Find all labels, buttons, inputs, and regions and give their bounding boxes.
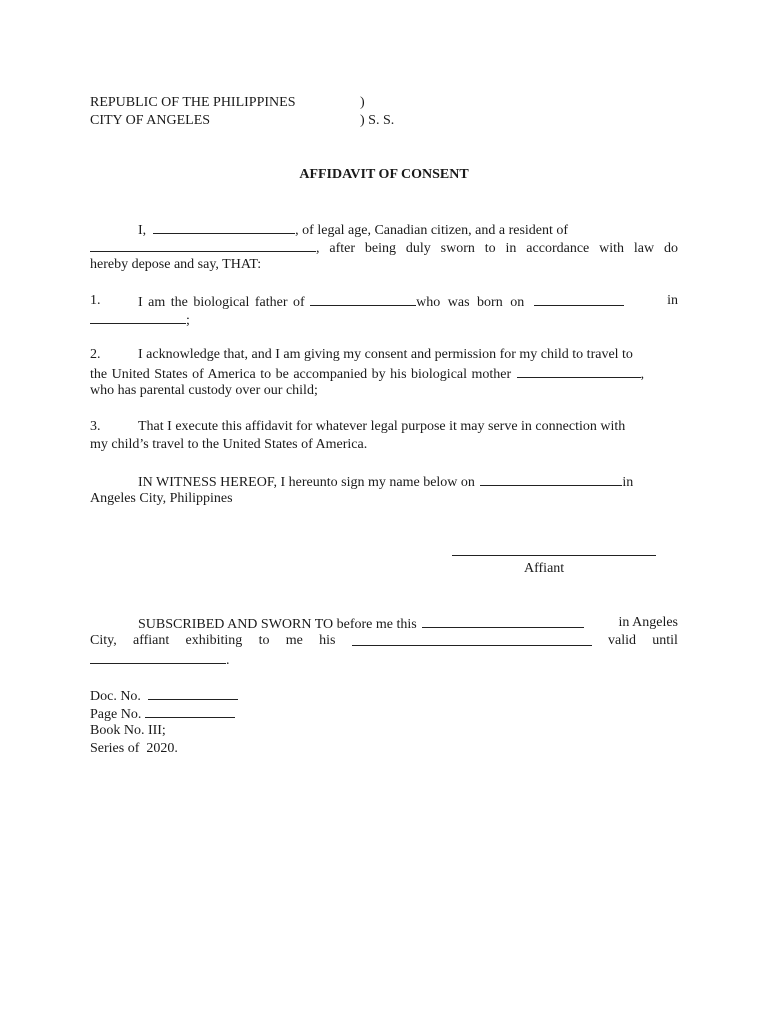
validity-date-blank <box>90 650 226 664</box>
jurat-word-to: to <box>258 633 270 648</box>
birth-place-blank <box>90 310 186 324</box>
jurat-word-affiant: affiant <box>132 633 170 648</box>
item-1-text-a: I am the biological father of <box>138 295 305 310</box>
item-1-number: 1. <box>90 293 101 308</box>
witness-in: in <box>622 475 634 490</box>
item-1-line-1 <box>138 292 678 312</box>
intro-line-3: hereby depose and say, THAT: <box>90 257 262 272</box>
jurat-date-blank <box>422 614 584 628</box>
item-2-line-2 <box>90 364 678 384</box>
item-2-line-1: I acknowledge that, and I am giving my consent and permission for my child to travel to <box>138 347 633 362</box>
item-2-comma: , <box>640 367 645 382</box>
item-1-text-c: in <box>667 293 678 308</box>
doc-no-label: Doc. No. <box>90 689 141 704</box>
doc-no-blank <box>148 686 238 700</box>
page-no-line <box>90 704 235 724</box>
jurat-word-me: me <box>285 633 303 648</box>
witness-line-2: Angeles City, Philippines <box>90 491 233 506</box>
item-3-line-1: That I execute this affidavit for whatever legal purpose it may serve in connection with <box>138 419 626 434</box>
intro-text-2: , after being duly sworn to in accordance with law do <box>316 241 678 256</box>
item-1-text-b: who was born on <box>416 295 525 310</box>
jurat-word-valid: valid <box>607 633 636 648</box>
item-2-number: 2. <box>90 347 101 362</box>
page-no-blank <box>145 704 235 718</box>
item-3-number: 3. <box>90 419 101 434</box>
residence-blank <box>90 238 316 252</box>
caption-city: CITY OF ANGELES <box>90 113 211 128</box>
jurat-period: . <box>226 653 230 668</box>
intro-text-1: , of legal age, Canadian citizen, and a resident of <box>295 223 569 238</box>
affiant-label: Affiant <box>524 561 565 576</box>
id-document-blank <box>352 632 592 646</box>
series-line: Series of 2020. <box>90 741 178 756</box>
page-no-label: Page No. <box>90 707 142 722</box>
jurat-word-until: until <box>652 633 678 648</box>
witness-line-1 <box>138 472 678 492</box>
intro-line-2 <box>90 238 678 258</box>
item-2-line-3: who has parental custody over our child; <box>90 383 318 398</box>
caption-republic: REPUBLIC OF THE PHILIPPINES <box>90 95 296 110</box>
document-title: AFFIDAVIT OF CONSENT <box>299 167 469 182</box>
item-3-line-2: my child’s travel to the United States of America. <box>90 437 368 452</box>
jurat-text-b: in Angeles <box>618 615 678 630</box>
jurat-text-a: SUBSCRIBED AND SWORN TO before me this <box>138 617 417 632</box>
book-no-line: Book No. III; <box>90 723 166 738</box>
intro-i: I, <box>138 223 147 238</box>
witness-date-blank <box>480 472 622 486</box>
jurat-line-2 <box>90 632 678 650</box>
item-1-line-2 <box>90 310 190 330</box>
affiant-signature-line <box>452 555 656 556</box>
jurat-line-1 <box>138 614 678 634</box>
jurat-word-city: City, <box>90 633 117 648</box>
jurat-line-3 <box>90 650 230 670</box>
affiant-name-blank <box>153 220 295 234</box>
item-1-semicolon: ; <box>186 313 190 328</box>
mother-name-blank <box>517 364 641 378</box>
jurat-word-his: his <box>319 633 336 648</box>
birth-date-blank <box>534 292 624 306</box>
caption-ss: ) S. S. <box>360 113 395 128</box>
witness-text: IN WITNESS HEREOF, I hereunto sign my name below on <box>138 475 475 490</box>
item-2-text-a: the United States of America to be accompanied by his biological mother <box>90 367 512 382</box>
intro-line-1 <box>138 220 678 240</box>
doc-no-line <box>90 686 238 706</box>
child-name-blank <box>310 292 416 306</box>
jurat-word-exhibiting: exhibiting <box>185 633 243 648</box>
caption-paren-1: ) <box>360 95 365 110</box>
